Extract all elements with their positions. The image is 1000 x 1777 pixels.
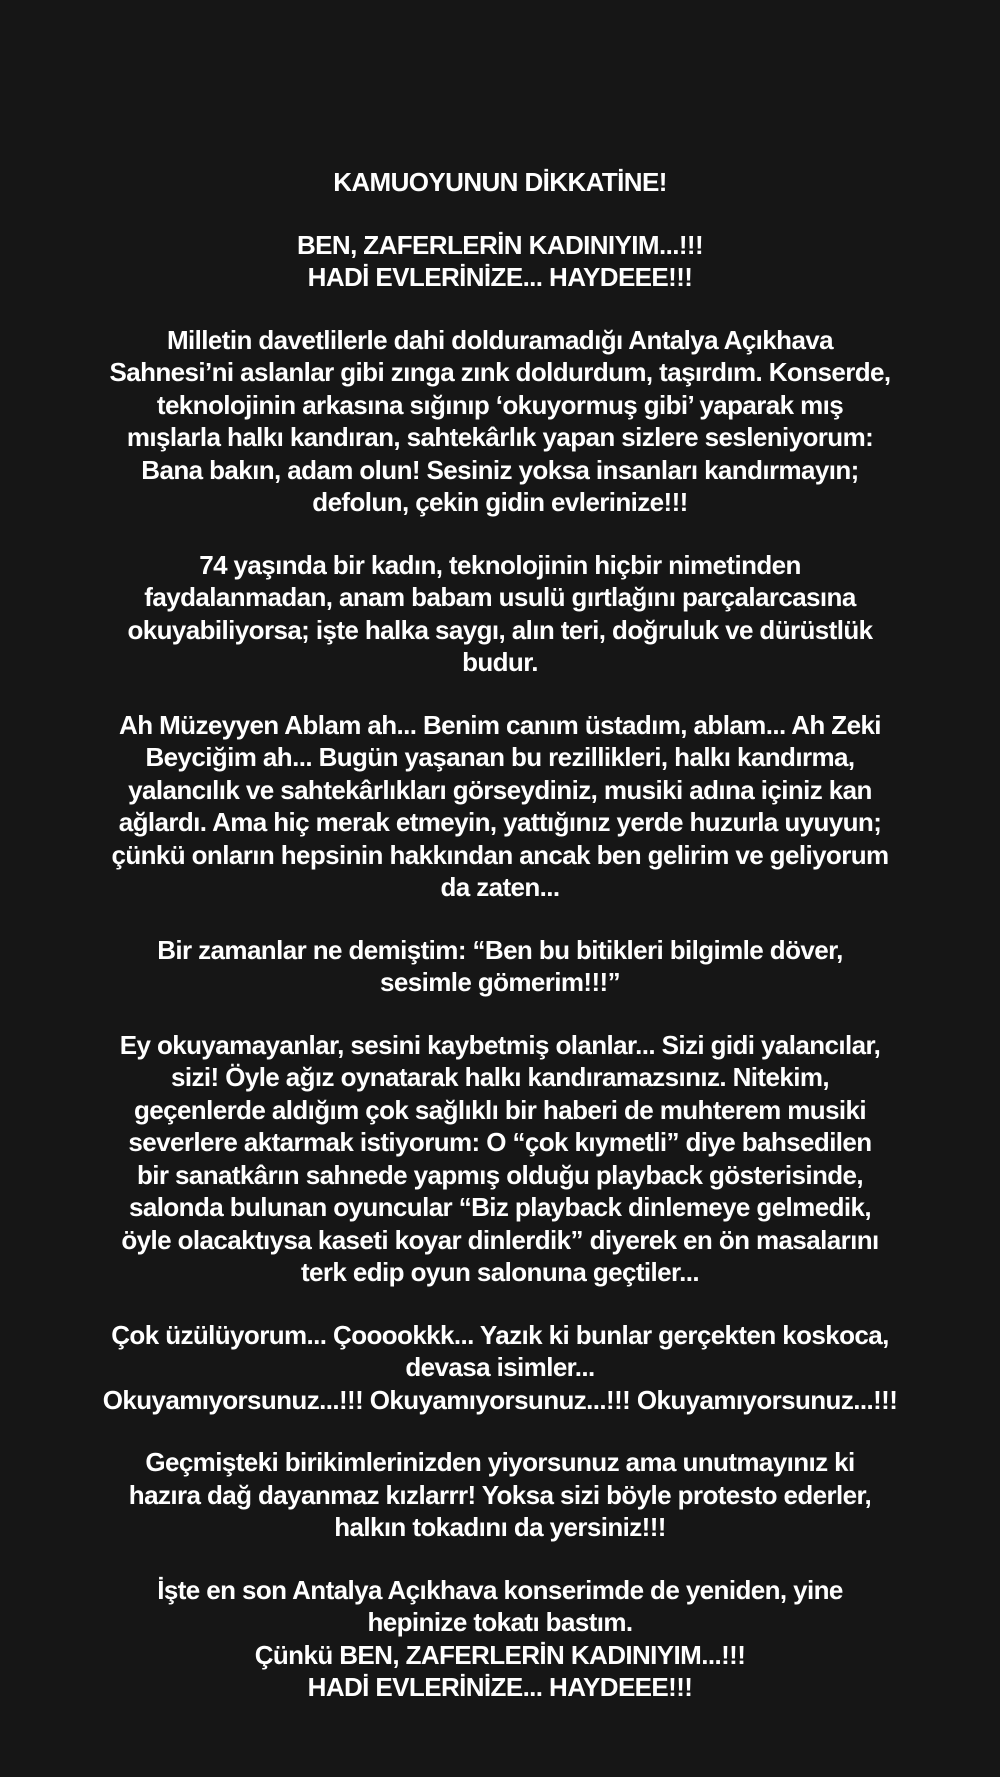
story-line: Okuyamıyorsunuz...!!! Okuyamıyorsunuz...!!! Okuyamıyorsunuz...!!! xyxy=(102,1384,898,1415)
story-paragraph xyxy=(0,324,1000,519)
story-line: BEN, ZAFERLERİN KADINIYIM...!!! xyxy=(296,229,704,260)
story-line: hepinize tokatı bastım. xyxy=(367,1607,633,1637)
story-line: Sahnesi’ni aslanlar gibi zınga zınk doldurdum, taşırdım. Konserde, xyxy=(109,357,891,387)
story-line: Bana bakın, adam olun! Sesiniz yoksa insanları kandırmayın; xyxy=(141,454,859,485)
story-line: KAMUOYUNUN DİKKATİNE! xyxy=(333,167,667,197)
story-line: terk edip oyun salonuna geçtiler... xyxy=(301,1257,699,1287)
story-paragraph xyxy=(0,1319,1000,1417)
story-line: mışlarla halkı kandıran, sahtekârlık yapan sizlere sesleniyorum: xyxy=(126,422,874,452)
story-line: faydalanmadan, anam babam usulü gırtlağını parçalarcasına xyxy=(144,582,856,612)
story-line: geçenlerde aldığım çok sağlıklı bir haberi de muhterem musiki xyxy=(133,1094,867,1125)
story-line: Ah Müzeyyen Ablam ah... Benim canım üstadım, ablam... Ah Zeki xyxy=(119,709,881,740)
story-line: Milletin davetlilerle dahi dolduramadığı Antalya Açıkhava xyxy=(166,324,834,355)
story-line: bir sanatkârın sahnede yapmış olduğu playback gösterisinde, xyxy=(136,1159,864,1190)
story-line: HADİ EVLERİNİZE... HAYDEEE!!! xyxy=(307,1672,693,1702)
story-line: okuyabiliyorsa; işte halka saygı, alın teri, doğruluk ve dürüstlük xyxy=(127,614,873,645)
story-line: İşte en son Antalya Açıkhava konserimde de yeniden, yine xyxy=(157,1574,843,1605)
story-line: Çok üzülüyorum... Çooookkk... Yazık ki bunlar gerçekten koskoca, xyxy=(111,1319,889,1350)
story-line: salonda bulunan oyuncular “Biz playback dinlemeye gelmedik, xyxy=(129,1192,871,1222)
story-line: devasa isimler... xyxy=(405,1352,595,1382)
story-line: 74 yaşında bir kadın, teknolojinin hiçbir nimetinden xyxy=(199,549,801,580)
story-line: ağlardı. Ama hiç merak etmeyin, yattığınız yerde huzurla uyuyun; xyxy=(118,807,882,837)
story-line: sesimle gömerim!!!” xyxy=(379,967,620,997)
story-paragraph xyxy=(0,1446,1000,1544)
story-line: HADİ EVLERİNİZE... HAYDEEE!!! xyxy=(307,262,693,292)
story-paragraph xyxy=(0,934,1000,999)
story-line: severlere aktarmak istiyorum: O “çok kıymetli” diye bahsedilen xyxy=(128,1127,872,1157)
story-line: hazıra dağ dayanmaz kızlarrr! Yoksa sizi böyle protesto ederler, xyxy=(128,1479,872,1510)
story-line: Çünkü BEN, ZAFERLERİN KADINIYIM...!!! xyxy=(254,1639,746,1670)
story-paragraph xyxy=(0,166,1000,199)
story-line: sizi! Öyle ağız oynatarak halkı kandıramazsınız. Nitekim, xyxy=(171,1062,829,1092)
story-line: teknolojinin arkasına sığınıp ‘okuyormuş gibi’ yaparak mış xyxy=(156,389,844,420)
story-line: Bir zamanlar ne demiştim: “Ben bu bitikleri bilgimle döver, xyxy=(157,934,843,965)
story-line: Geçmişteki birikimlerinizden yiyorsunuz ama unutmayınız ki xyxy=(145,1447,855,1477)
story-line: halkın tokadını da yersiniz!!! xyxy=(334,1512,666,1542)
story-line: çünkü onların hepsinin hakkından ancak ben gelirim ve geliyorum xyxy=(111,839,889,870)
story-line: Ey okuyamayanlar, sesini kaybetmiş olanlar... Sizi gidi yalancılar, xyxy=(119,1029,881,1060)
story-line: da zaten... xyxy=(440,872,560,902)
story-paragraph xyxy=(0,229,1000,294)
story-line: yalancılık ve sahtekârlıkları görseydiniz, musiki adına içiniz kan xyxy=(128,774,872,805)
story-line: defolun, çekin gidin evlerinize!!! xyxy=(312,487,688,517)
story-paragraph xyxy=(0,1029,1000,1289)
story-paragraph xyxy=(0,1574,1000,1704)
story-line: Beyciğim ah... Bugün yaşanan bu rezillikleri, halkı kandırma, xyxy=(145,742,855,772)
story-paragraph xyxy=(0,709,1000,904)
story-line: öyle olacaktıysa kaseti koyar dinlerdik” diyerek en ön masalarını xyxy=(121,1224,879,1255)
story-paragraph xyxy=(0,549,1000,679)
story-line: budur. xyxy=(462,647,538,677)
story-text xyxy=(0,166,1000,1704)
